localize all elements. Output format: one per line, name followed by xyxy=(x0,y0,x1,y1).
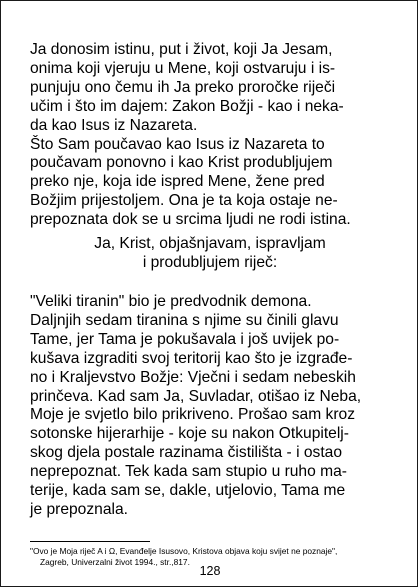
text-line: Što Sam poučavao kao Isus iz Nazareta to xyxy=(30,135,325,153)
footnote-divider xyxy=(30,541,150,542)
text-line: je prepoznala. xyxy=(30,500,128,518)
text-line: učim i što im dajem: Zakon Božji - kao i neka- xyxy=(30,97,344,115)
footnote-line: "Ovo je Moja riječ A i Ω, Evanđelje Isusovo, Kristova objava koju svijet ne poznaje", xyxy=(30,546,338,556)
text-line: neprepoznat. Tek kada sam stupio u ruho ma- xyxy=(30,463,347,481)
text-line: Moje je svjetlo bilo prikriveno. Prošao sam kroz xyxy=(30,406,355,424)
text-line: no i Kraljevstvo Božje: Vječni i sedam nebeskih xyxy=(30,368,356,386)
page-number: 128 xyxy=(199,564,221,578)
text-line: prepoznata dok se u srcima ljudi ne rodi istina. xyxy=(30,211,351,229)
text-line: Tame, jer Tama je pokušavala i još uvijek po- xyxy=(30,330,340,348)
paragraph-tyrant xyxy=(30,293,395,520)
text-line: terije, kada sam se, dakle, utjelovio, Tama me xyxy=(30,482,346,500)
text-line: preko nje, koja ide ispred Mene, žene pred xyxy=(30,173,325,191)
paragraph-intro xyxy=(30,41,395,230)
text-line: Daljnjih sedam tiranina s njime su činili glavu xyxy=(30,311,339,329)
text-line: kušava izgraditi svoj teritorij kao što je izgrađe- xyxy=(30,349,353,367)
heading-line: i produbljujem riječ: xyxy=(142,253,278,271)
text-line: da kao Isus iz Nazareta. xyxy=(30,116,198,134)
text-line: prinčeva. Kad sam Ja, Suvladar, otišao iz Neba, xyxy=(30,387,362,405)
text-line: sotonske hijerarhije - koje su nakon Otkupitelj- xyxy=(30,425,349,443)
text-line: Božjim prijestoljem. Ona je ta koja ostaje ne- xyxy=(30,192,338,210)
text-line: poučavam ponovno i kao Krist produbljujem xyxy=(30,154,333,172)
text-line: punjuju ono čemu ih Ja preko proročke riječi xyxy=(30,78,336,96)
heading-line: Ja, Krist, objašnjavam, ispravljam xyxy=(94,235,326,252)
text-line: skog djela postale razinama čistilišta - i ostao xyxy=(30,444,343,462)
footnote-line: Zagreb, Univerzalni život 1994., str.,817. xyxy=(40,556,190,567)
text-line: "Veliki tiranin" bio je predvodnik demona. xyxy=(30,293,312,310)
section-heading xyxy=(1,235,418,273)
text-line: Ja donosim istinu, put i život, koji Ja Jesam, xyxy=(30,41,333,58)
text-line: onima koji vjeruju u Mene, koji ostvaruju i is- xyxy=(30,59,336,77)
